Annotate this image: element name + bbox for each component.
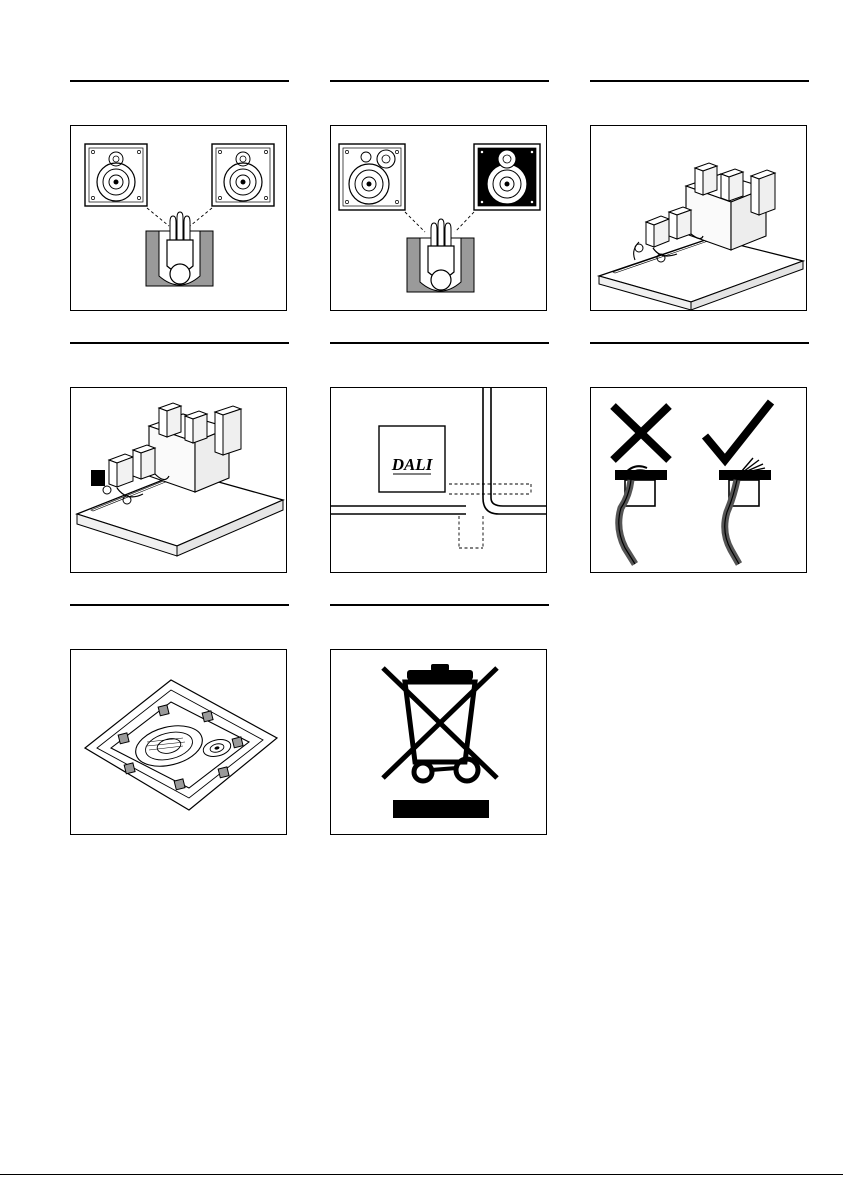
section-rule — [330, 604, 549, 606]
figure-cell-7 — [70, 604, 289, 835]
figure-cell-6 — [590, 342, 809, 573]
section-rule — [330, 80, 549, 82]
figure-cell-4 — [70, 342, 289, 573]
figure-grid — [70, 80, 810, 835]
page-footer-rule — [0, 1174, 843, 1175]
dali-logo-text: DALI — [391, 455, 433, 474]
section-rule — [330, 342, 549, 344]
section-rule — [70, 604, 289, 606]
grille-removal-diagram — [70, 649, 287, 835]
stereo-listening-position-alternate-diagram — [330, 125, 547, 311]
figure-row-2 — [70, 342, 810, 573]
section-rule — [590, 342, 809, 344]
cable-routing-diagram — [330, 387, 547, 573]
figure-cell-2 — [330, 80, 549, 311]
figure-cell-1 — [70, 80, 289, 311]
section-rule — [70, 342, 289, 344]
figure-row-1 — [70, 80, 810, 311]
speaker-terminal-detail-left — [70, 387, 287, 573]
figure-cell-empty — [590, 604, 809, 835]
stereo-listening-position-diagram — [70, 125, 287, 311]
cable-connection-correct-incorrect — [590, 387, 807, 573]
section-rule — [70, 80, 289, 82]
figure-cell-5 — [330, 342, 549, 573]
speaker-terminal-detail-right — [590, 125, 807, 311]
figure-row-3 — [70, 604, 810, 835]
section-rule — [590, 80, 809, 82]
figure-cell-8 — [330, 604, 549, 835]
weee-crossed-out-wheelie-bin — [330, 649, 547, 835]
figure-cell-3 — [590, 80, 809, 311]
